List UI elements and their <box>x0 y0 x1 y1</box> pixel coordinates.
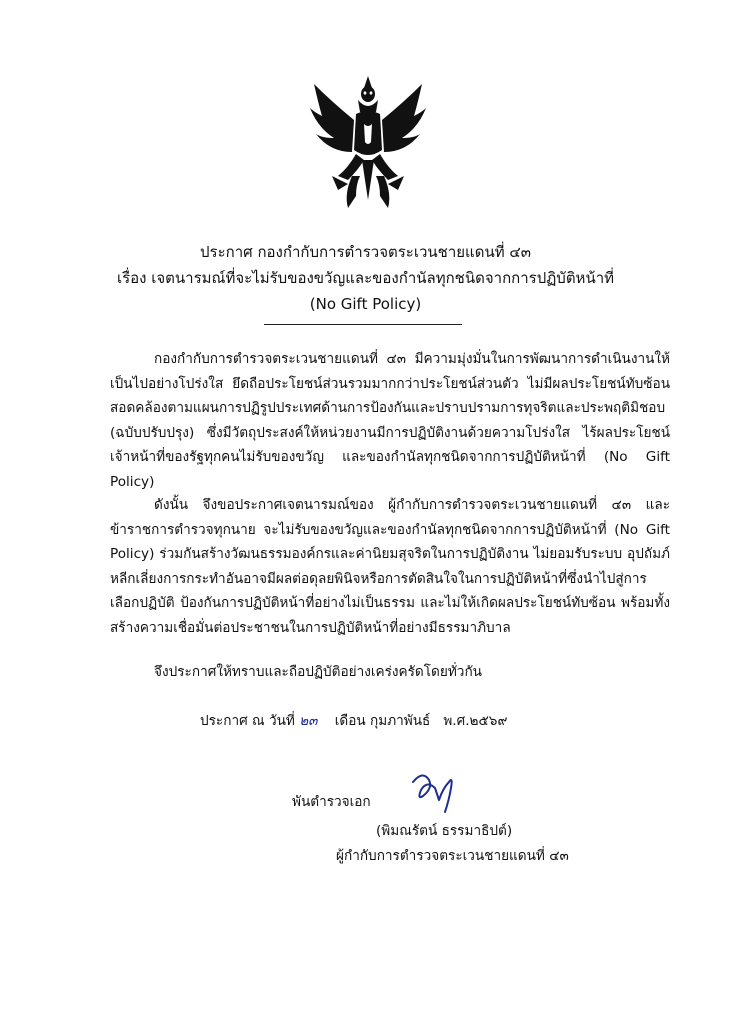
announcement-subtitle: (No Gift Policy) <box>309 295 422 313</box>
date-day: ๒๓ <box>299 713 318 729</box>
handwritten-signature <box>405 766 465 816</box>
date-line <box>200 711 507 731</box>
garuda-emblem-icon <box>308 72 428 214</box>
signer-position: ผู้กำกับการตำรวจตระเวนชายแดนที่ ๔๓ <box>336 848 569 864</box>
signer-rank: พันตำรวจเอก <box>292 794 371 810</box>
date-year: พ.ศ.๒๕๖๙ <box>443 713 508 729</box>
date-prefix: ประกาศ ณ วันที่ <box>200 713 295 729</box>
signer-name: (พิมณรัตน์ ธรรมาธิปต์) <box>376 823 513 839</box>
body-paragraph-1: กองกำกับการตำรวจตระเวนชายแดนที่ ๔๓ มีความมุ่งมั่นในการพัฒนาการดำเนินงานให้เป็นไปอย่างโปร่งใส ยึดถือประโยชน์ส่วนรวมมากกว่าประโยชน์ส่วนตัว ไม่มีผลประโยชน์ทับซ้อน สอดคล้องตามแผนการปฏิรูปประเทศด้านการป้องกันและปราบปรามการทุจริตและประพฤติมิชอบ (ฉบับปรับปรุง) ซึ่งมีวัตถุประสงค์ให้หน่วยงานมีการปฏิบัติงานด้วยความโปร่งใส ไร้ผลประโยชน์ เจ้าหน้าที่ของรัฐทุกคนไม่รับของขวัญ และของกำนัลทุกชนิดจากการปฏิบัติหน้าที่ (No Gift Policy) <box>110 351 670 490</box>
body-paragraph-3: จึงประกาศให้ทราบและถือปฏิบัติอย่างเคร่งครัดโดยทั่วกัน <box>154 664 482 680</box>
body-paragraph-2: ดังนั้น จึงขอประกาศเจตนารมณ์ของ ผู้กำกับการตำรวจตระเวนชายแดนที่ ๔๓ และข้าราชการตำรวจทุกนาย จะไม่รับของขวัญและของกำนัลทุกชนิดจากการปฏิบัติหน้าที่ (No Gift Policy) ร่วมกันสร้างวัฒนธรรมองค์กรและค่านิยมสุจริตในการปฏิบัติงาน ไม่ยอมรับระบบ อุปถัมภ์ หลีกเลี่ยงการกระทำอันอาจมีผลต่อดุลยพินิจหรือการตัดสินใจในการปฏิบัติหน้าที่ซึ่งนำไปสู่การเลือกปฏิบัติ ป้องกันการปฏิบัติหน้าที่อย่างไม่เป็นธรรม และไม่ให้เกิดผลประโยชน์ทับซ้อน พร้อมทั้งสร้างความเชื่อมั่นต่อประชาชนในการปฏิบัติหน้าที่อย่างมีธรรมาภิบาล <box>110 497 670 636</box>
announcement-subject: เรื่อง เจตนารมณ์ที่จะไม่รับของขวัญและของกำนัลทุกชนิดจากการปฏิบัติหน้าที่ <box>116 269 615 287</box>
header-divider <box>264 324 462 325</box>
announcement-title: ประกาศ กองกำกับการตำรวจตระเวนชายแดนที่ ๔๓ <box>200 243 531 261</box>
date-month: เดือน กุมภาพันธ์ <box>334 713 431 729</box>
